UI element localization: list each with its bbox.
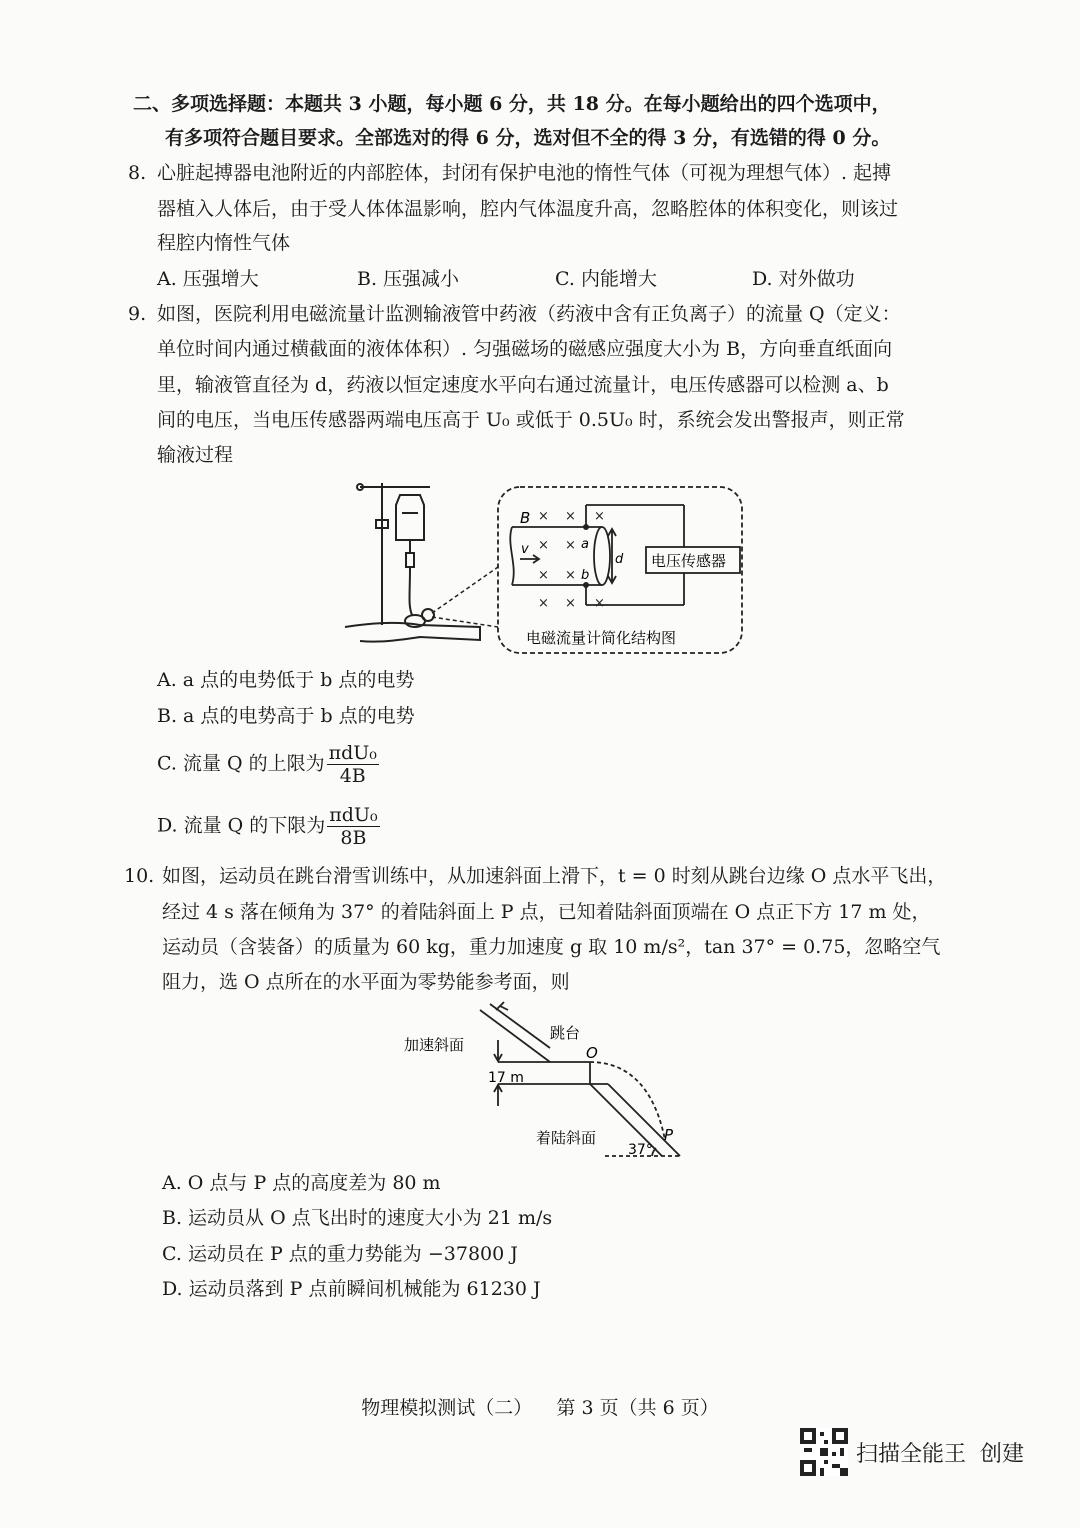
- q9-figure: [340, 475, 750, 660]
- qr-code-icon: [800, 1428, 848, 1476]
- svg-text:×: ×: [565, 538, 576, 553]
- q9-stem-line2: 单位时间内通过横截面的液体体积）. 匀强磁场的磁感应强度大小为 B，方向垂直纸面向: [157, 338, 893, 360]
- label-a: a: [581, 537, 589, 552]
- svg-text:×: ×: [538, 596, 549, 611]
- label-point-O: O: [586, 1044, 598, 1062]
- q8-number: 8.: [128, 162, 147, 184]
- iv-stand-illustration: [345, 483, 480, 642]
- section-title-line1: 二、多项选择题：本题共 3 小题，每小题 6 分，共 18 分。在每小题给出的四个选项中，: [133, 93, 891, 115]
- q8-option-c: C. 内能增大: [555, 268, 657, 290]
- svg-text:×: ×: [565, 596, 576, 611]
- q9-option-b: B. a 点的电势高于 b 点的电势: [157, 705, 415, 727]
- q10-stem-line2: 经过 4 s 落在倾角为 37° 的着陆斜面上 P 点，已知着陆斜面顶端在 O 点正下方 17 m 处，: [162, 901, 931, 923]
- q8-stem-line3: 程腔内惰性气体: [157, 232, 291, 254]
- label-v: v: [521, 542, 529, 557]
- q10-stem-line3: 运动员（含装备）的质量为 60 kg，重力加速度 g 取 10 m/s²，tan 37° = 0.75，忽略空气: [162, 936, 941, 958]
- q9-option-d-numerator: πdU₀: [329, 804, 378, 826]
- q9-stem-line5: 输液过程: [157, 444, 234, 466]
- q9-option-c: [157, 742, 379, 787]
- q10-number: 10.: [124, 865, 155, 887]
- q10-option-a: A. O 点与 P 点的高度差为 80 m: [162, 1172, 441, 1194]
- q8-option-d: D. 对外做功: [752, 268, 855, 290]
- label-b: b: [581, 568, 590, 583]
- q10-option-b: B. 运动员从 O 点飞出时的速度大小为 21 m/s: [162, 1207, 553, 1229]
- q10-option-c: C. 运动员在 P 点的重力势能为 −37800 J: [162, 1243, 518, 1265]
- q9-option-c-text: C. 流量 Q 的上限为: [157, 752, 325, 775]
- q9-figure-caption: 电磁流量计简化结构图: [526, 629, 677, 647]
- q9-option-d-fraction: [327, 804, 379, 849]
- svg-text:×: ×: [594, 509, 605, 524]
- q10-figure: [400, 1000, 690, 1160]
- q8-option-b: B. 压强减小: [357, 268, 460, 290]
- q8-stem-line2: 器植入人体后，由于受人体体温影响，腔内气体温度升高，忽略腔体的体积变化，则该过: [157, 198, 899, 220]
- q10-option-d: D. 运动员落到 P 点前瞬间机械能为 61230 J: [162, 1278, 541, 1300]
- svg-text:×: ×: [538, 538, 549, 553]
- label-landing-slope: 着陆斜面: [536, 1129, 597, 1147]
- scanner-watermark: [800, 1428, 1024, 1476]
- q9-stem-line4: 间的电压，当电压传感器两端电压高于 U₀ 或低于 0.5U₀ 时，系统会发出警报声，则正常: [157, 409, 905, 431]
- page-footer: 物理模拟测试（二） 第 3 页（共 6 页）: [361, 1397, 719, 1419]
- svg-text:×: ×: [565, 509, 576, 524]
- q10-stem-line1: 如图，运动员在跳台滑雪训练中，从加速斜面上滑下，t = 0 时刻从跳台边缘 O 点水平飞出，: [162, 865, 947, 887]
- label-B: B: [520, 509, 531, 527]
- svg-text:×: ×: [594, 596, 605, 611]
- q9-number: 9.: [128, 303, 147, 325]
- label-height: 17 m: [488, 1070, 524, 1086]
- q9-option-d: [157, 804, 380, 849]
- q9-option-c-fraction: [327, 742, 379, 787]
- q9-option-d-denominator: 8B: [340, 827, 367, 849]
- q8-stem-line1: 心脏起搏器电池附近的内部腔体，封闭有保护电池的惰性气体（可视为理想气体）. 起搏: [157, 162, 892, 184]
- section-title-line2: 有多项符合题目要求。全部选对的得 6 分，选对但不全的得 3 分，有选错的得 0 分。: [165, 127, 891, 149]
- svg-text:×: ×: [538, 509, 549, 524]
- q9-stem-line1: 如图，医院利用电磁流量计监测输液管中药液（药液中含有正负离子）的流量 Q（定义：: [157, 303, 901, 325]
- voltage-sensor-label: 电压传感器: [651, 552, 727, 570]
- q9-option-c-denominator: 4B: [339, 765, 366, 787]
- svg-text:×: ×: [538, 568, 549, 583]
- svg-text:×: ×: [565, 568, 576, 583]
- q9-option-a: A. a 点的电势低于 b 点的电势: [157, 669, 415, 691]
- q9-stem-line3: 里，输液管直径为 d，药液以恒定速度水平向右通过流量计，电压传感器可以检测 a、b: [157, 374, 889, 396]
- label-d: d: [615, 552, 624, 567]
- q10-stem-line4: 阻力，选 O 点所在的水平面为零势能参考面，则: [162, 971, 570, 993]
- label-accel-slope: 加速斜面: [404, 1036, 465, 1054]
- q9-option-c-numerator: πdU₀: [328, 742, 377, 764]
- label-point-P: P: [664, 1126, 674, 1144]
- scanner-app-label: 扫描全能王 创建: [856, 1441, 1024, 1467]
- label-angle: 37°: [628, 1142, 653, 1158]
- q9-option-d-text: D. 流量 Q 的下限为: [157, 814, 326, 837]
- q8-option-a: A. 压强增大: [157, 268, 259, 290]
- label-platform: 跳台: [550, 1024, 581, 1042]
